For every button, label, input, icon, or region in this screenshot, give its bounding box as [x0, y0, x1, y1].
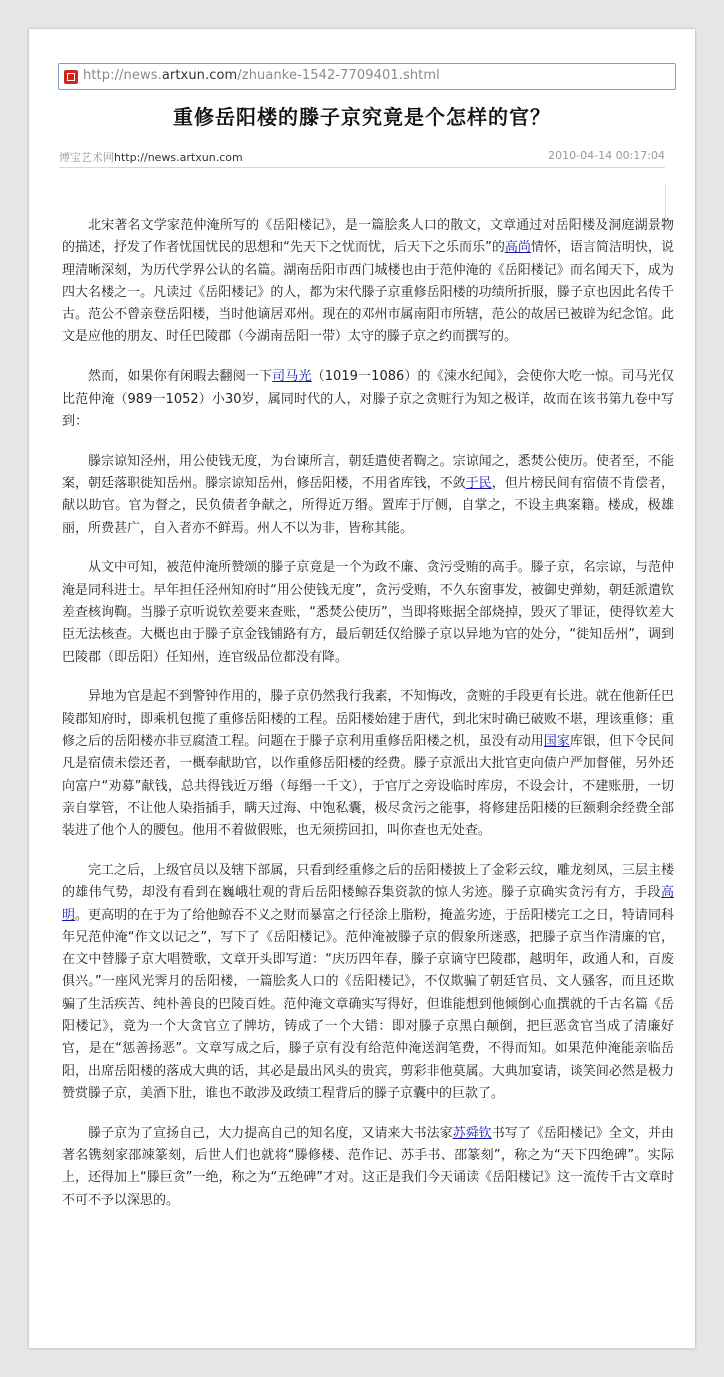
source-url[interactable]: http://news.artxun.com [114, 151, 243, 164]
url-host-prefix: news. [123, 68, 162, 83]
paragraph-text: 滕宗谅知泾州，用公使钱无度，为台谏所言，朝廷遣使者鞫之。宗谅闻之，悉焚公使历。使者至，不能案，朝廷落职徙知岳州。滕宗谅知岳州，修岳阳楼，不用省库钱，不敛 [62, 453, 674, 491]
url-scheme: http:// [83, 68, 124, 83]
paragraph-text: 异地为官是起不到警钟作用的，滕子京仍然我行我素，不知悔改，贪赃的手段更有长进。就在他新任巴陵郡知府时，即乘机包揽了重修岳阳楼的工程。岳阳楼始建于唐代，到北宋时确已破败不堪，理该重修；重修之后的岳阳楼亦非豆腐渣工程。问题在于滕子京利用重修岳阳楼之机，虽没有动用 [62, 689, 674, 749]
paragraph-2 [62, 366, 674, 433]
paragraph-5 [62, 686, 674, 842]
link-gaoshang[interactable]: 高尚 [504, 240, 531, 256]
paragraph-text: 情怀，语言简洁明快，说理清晰深刻，为历代学界公认的名篇。湖南岳阳市西门城楼也由于范仲淹的《岳阳楼记》而名闻天下，成为四大名楼之一。凡读过《岳阳楼记》的人，都为宋代滕子京重修岳阳楼的功绩所折服，滕子京也因此名传千古。范公不曾亲登岳阳楼，当时他谪居邓州。现在的邓州市属南阳市所辖，范公的故居已被辟为纪念馆。此文是应他的朋友、时任巴陵郡（今湖南岳阳一带）太守的滕子京之约而撰写的。 [62, 240, 674, 345]
url-path: /zhuanke-1542-7709401.shtml [237, 68, 440, 83]
paragraph-text: 北宋著名文学家范仲淹所写的《岳阳楼记》，是一篇脍炙人口的散文，文章通过对岳阳楼及洞庭湖景物的描述，抒发了作者忧国忧民的思想和“先天下之忧而忧，后天下之乐而乐”的 [62, 218, 674, 256]
article-body [62, 215, 674, 1229]
article-meta [59, 148, 665, 168]
page-sheet [29, 29, 695, 1348]
paragraph-4: 从文中可知，被范仲淹所赞颂的滕子京竟是一个为政不廉、贪污受贿的高手。滕子京，名宗谅，与范仲淹是同科进士。早年担任泾州知府时“用公使钱无度”，贪污受贿，不久东窗事发，被御史弹劾，朝廷派遣钦差查核询鞫。当滕子京听说钦差要来查账，“悉焚公使历”，当即将账据全部烧掉，毁灭了罪证，使得钦差大臣无法核查。大概也由于滕子京金钱铺路有方，最后朝廷仅给滕子京以异地为官的处分，“徙知岳州”，调到巴陵郡（即岳阳）任知州，连官级品位都没有降。 [62, 560, 674, 665]
paragraph-text: 书写了《岳阳楼记》全文，并由著名镌刻家邵竦篆刻，后世人们也就将“滕修楼、范作记、苏手书、邵篆刻”，称之为“天下四绝碑”。实际上，还得加上“滕巨贪”一绝，称之为“五绝碑”才对。这正是我们今天诵读《岳阳楼记》这一流传千古文章时不可不予以深思的。 [62, 1125, 674, 1208]
paragraph-text: 滕子京为了宣扬自己，大力提高自己的知名度，又请来大书法家 [88, 1125, 453, 1141]
link-simaguang[interactable]: 司马光 [272, 369, 312, 385]
paragraph-7 [62, 1123, 674, 1212]
paragraph-3 [62, 451, 674, 540]
address-bar-url[interactable] [83, 68, 440, 83]
source-name[interactable]: 博宝艺术网 [59, 151, 114, 164]
article-source [59, 149, 243, 165]
paragraph-text: （1019一1086）的《涑水纪闻》，会使你大吃一惊。司马光仅比范仲淹（989一1052）小30岁，属同时代的人，对滕子京之贪赃行为知之极详，故而在该书第九卷中写到： [62, 369, 674, 429]
url-domain: artxun.com [161, 68, 238, 83]
paragraph-text: 库银，但下令民间凡是宿债未偿还者，一概奉献助官，以作重修岳阳楼的经费。滕子京派出大批官吏向债户严加督催，另外还向富户“劝募”献钱，总共得钱近万缗（每缗一千文），于官厅之旁设临时库房，不设会计，不建账册，一切亲自掌管，不让他人染指插手，瞒天过海、中饱私囊，极尽贪污之能事，将修建岳阳楼的巨额剩余经费全部装进了他个人的腰包。他用不着做假账，也无须捞回扣，叫你查也无处查。 [62, 733, 674, 839]
link-gaoming[interactable]: 高明 [62, 885, 674, 923]
article-date: 2010-04-14 00:17:04 [548, 149, 665, 162]
paragraph-text: 然而，如果你有闲暇去翻阅一下 [88, 369, 273, 385]
link-yumin[interactable]: 于民 [465, 475, 492, 491]
link-guojia[interactable]: 国家 [543, 733, 570, 749]
article-title: 重修岳阳楼的滕子京究竟是个怎样的官？ [173, 105, 551, 129]
link-sushunqin[interactable]: 苏舜钦 [452, 1125, 492, 1141]
paragraph-text: 。更高明的在于为了给他鲸吞不义之财而暴富之行径涂上脂粉，掩盖劣迹，于岳阳楼完工之日，特请同科年兄范仲淹“作文以记之”，写下了《岳阳楼记》。范仲淹被滕子京的假象所迷惑，把滕子京当作清廉的官，在文中替滕子京大唱赞歌，文章开头即写道：“庆历四年春，滕子京谪守巴陵郡，越明年，政通人和，百废俱兴。”一座风光霁月的岳阳楼，一篇脍炙人口的《岳阳楼记》，不仅欺骗了朝廷官员、文人骚客，而且还欺骗了生活疾苦、纯朴善良的巴陵百姓。范仲淹文章确实写得好，但谁能想到他倾倒心血撰就的千古名篇《岳阳楼记》，竟为一个大贪官立了牌坊，铸成了一个大错：即对滕子京黑白颠倒，把巨恶贪官当成了清廉好官，是在“惩善扬恶”。文章写成之后，滕子京有没有给范仲淹送润笔费，不得而知。如果范仲淹能亲临岳阳，出席岳阳楼的落成大典的话，其必是最出风头的贵宾，剪彩非他莫属。大典加宴请，谈笑间必然是极力赞赏滕子京，美酒下肚，谁也不敢涉及政绩工程背后的滕子京囊中的巨款了。 [62, 907, 674, 1101]
paragraph-6 [62, 860, 674, 1105]
paragraph-1 [62, 215, 674, 349]
paragraph-text: ，但片榜民间有宿债不肯偿者，献以助官。官为督之，民负债者争献之，所得近万缗。置库于厅侧，自掌之，不设主典案籍。楼成，极雄丽，所费甚广，自入者亦不鲜焉。州人不以为非，皆称其能。 [62, 475, 674, 536]
site-favicon-icon [64, 70, 78, 84]
paragraph-text: 完工之后，上级官员以及辖下部属，只看到经重修之后的岳阳楼披上了金彩云纹，雕龙刻凤，三层主楼的雄伟气势，却没有看到在巍峨壮观的背后岳阳楼鲸吞集资款的惊人劣迹。滕子京确实贪污有方，手段 [62, 862, 674, 901]
address-bar[interactable] [58, 63, 676, 90]
